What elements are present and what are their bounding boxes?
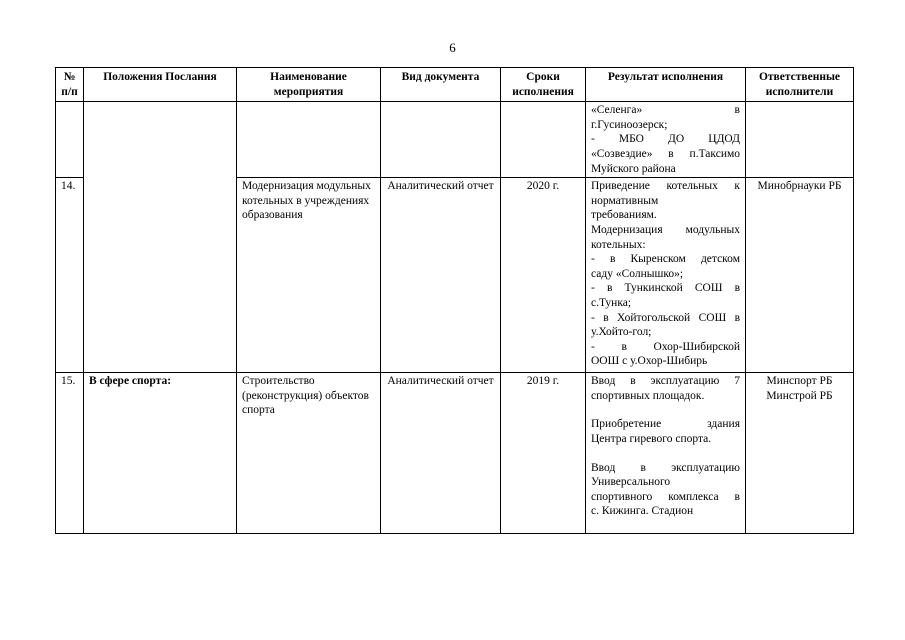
header-event: Наименование мероприятия bbox=[237, 68, 381, 102]
cell-deadline: 2020 г. bbox=[501, 178, 586, 373]
table-header-row bbox=[56, 68, 854, 102]
cell-result: «Селенга» в г.Гусиноозерск; - МБО ДО ЦДОД «Созвездие» в п.Таксимо Муйского района bbox=[586, 102, 746, 178]
cell-event: Модернизация модульных котельных в учреждениях образования bbox=[237, 178, 381, 373]
cell-deadline: 2019 г. bbox=[501, 373, 586, 534]
cell-position: В сфере спорта: bbox=[84, 373, 237, 534]
cell-deadline bbox=[501, 102, 586, 178]
page-number: 6 bbox=[449, 40, 456, 55]
cell-event bbox=[237, 102, 381, 178]
table-row-15 bbox=[56, 373, 854, 534]
cell-responsible: Минспорт РБ Минстрой РБ bbox=[746, 373, 854, 534]
cell-result: Приведение котельных к нормативным требованиям. Модернизация модульных котельных: - в Кыренском детском саду «Солнышко»; - в Тункинской СОШ в с.Тунка; - в Хойтогольской СОШ в у.Хойто-гол; - в Охор-Шибирской ООШ с у.Охор-Шибирь bbox=[586, 178, 746, 373]
table-row-continuation bbox=[56, 102, 854, 178]
header-responsible: Ответственные исполнители bbox=[746, 68, 854, 102]
cell-num: 14. bbox=[56, 178, 84, 373]
cell-doc-type bbox=[381, 102, 501, 178]
cell-position bbox=[84, 102, 237, 373]
header-position: Положения Послания bbox=[84, 68, 237, 102]
header-num: № п/п bbox=[56, 68, 84, 102]
header-deadline: Сроки исполнения bbox=[501, 68, 586, 102]
cell-num: 15. bbox=[56, 373, 84, 534]
action-plan-table bbox=[55, 67, 854, 534]
cell-result: Ввод в эксплуатацию 7 спортивных площадок. Приобретение здания Центра гиревого спорта. Ввод в эксплуатацию Универсального спортивного комплекса в с. Кижинга. Стадион bbox=[586, 373, 746, 534]
cell-responsible: Минобрнауки РБ bbox=[746, 178, 854, 373]
cell-num bbox=[56, 102, 84, 178]
header-result: Результат исполнения bbox=[586, 68, 746, 102]
cell-event: Строительство (реконструкция) объектов спорта bbox=[237, 373, 381, 534]
header-doc-type: Вид документа bbox=[381, 68, 501, 102]
cell-responsible bbox=[746, 102, 854, 178]
cell-doc-type: Аналитический отчет bbox=[381, 373, 501, 534]
cell-doc-type: Аналитический отчет bbox=[381, 178, 501, 373]
